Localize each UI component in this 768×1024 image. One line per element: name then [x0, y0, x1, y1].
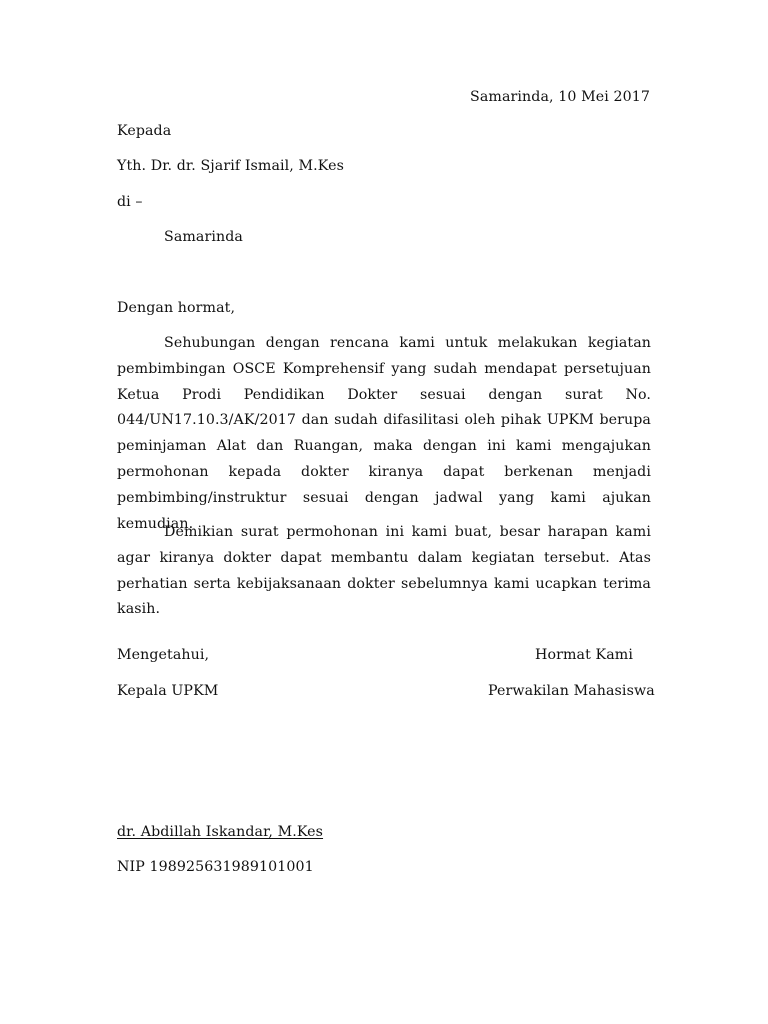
- salutation: Dengan hormat,: [117, 300, 236, 316]
- recipient-heading: Kepada: [117, 123, 172, 139]
- body-paragraph-1: Sehubungan dengan rencana kami untuk melakukan kegiatan pembimbingan OSCE Komprehensif yang sudah mendapat persetujuan Ketua Prodi Pendidikan Dokter sesuai dengan surat No. 044/UN17.10.3/AK/2017 dan sudah difasilitasi oleh pihak UPKM berupa peminjaman Alat dan Ruangan, maka dengan ini kami mengajukan permohonan kepada dokter kiranya dapat berkenan menjadi pembimbing/instruktur sesuai dengan jadwal yang kami ajukan kemudian.: [117, 335, 651, 532]
- left-signer-position: Kepala UPKM: [117, 683, 219, 699]
- left-signer-nip: NIP 198925631989101001: [117, 859, 314, 875]
- recipient-location-label: di –: [117, 194, 143, 210]
- right-signer-position: Perwakilan Mahasiswa: [488, 683, 655, 699]
- left-signer-name: dr. Abdillah Iskandar, M.Kes: [117, 824, 324, 840]
- recipient-name: Yth. Dr. dr. Sjarif Ismail, M.Kes: [117, 158, 344, 174]
- acknowledgement-label: Mengetahui,: [117, 647, 210, 663]
- letter-date: Samarinda, 10 Mei 2017: [470, 89, 650, 105]
- recipient-city: Samarinda: [164, 229, 243, 245]
- body-paragraph-2: Demikian surat permohonan ini kami buat, besar harapan kami agar kiranya dokter dapat membantu dalam kegiatan tersebut. Atas perhatian serta kebijaksanaan dokter sebelumnya kami ucapkan terima kasih.: [117, 524, 651, 618]
- closing-label: Hormat Kami: [535, 647, 633, 663]
